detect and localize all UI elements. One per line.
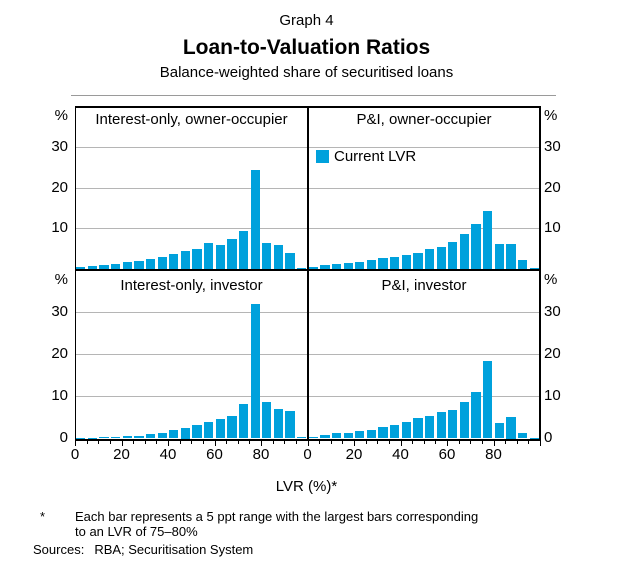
footnote-text-line2: to an LVR of 75–80%: [75, 524, 198, 539]
x-axis-tick-label: 40: [392, 446, 409, 463]
x-axis-tick: [447, 441, 448, 446]
x-axis-tick: [528, 441, 529, 445]
bar: [204, 243, 213, 269]
x-axis-tick: [203, 441, 204, 445]
x-axis-tick-label: 80: [252, 446, 270, 463]
plot-frame-left-axis: [75, 106, 77, 440]
x-axis-tick: [249, 441, 250, 445]
footnote-text-line1: Each bar represents a 5 ppt range with the largest bars corresponding: [75, 509, 479, 524]
bar: [227, 416, 236, 439]
bar: [483, 211, 492, 269]
sources-text: RBA; Securitisation System: [94, 542, 254, 557]
x-axis-tick: [180, 441, 181, 445]
x-axis-tick: [540, 441, 541, 446]
bar: [216, 245, 225, 269]
x-axis-tick: [87, 441, 88, 445]
bar: [192, 249, 201, 269]
bar: [471, 392, 480, 439]
bar: [460, 402, 469, 438]
panel-title-interest-only-investor: Interest-only, investor: [120, 277, 263, 294]
bar: [285, 253, 294, 269]
x-axis-tick: [412, 441, 413, 445]
x-axis-tick: [98, 441, 99, 445]
sources-row: [33, 542, 253, 557]
y-axis-tick-label: 30: [544, 303, 561, 321]
x-axis-tick: [238, 441, 239, 445]
x-axis-tick: [191, 441, 192, 445]
bar: [192, 425, 201, 438]
x-axis-tick: [401, 441, 402, 446]
y-axis-tick-label: 10: [51, 387, 68, 405]
y-axis-tick-label: 10: [544, 219, 561, 237]
bar: [262, 243, 271, 269]
bar: [285, 411, 294, 438]
x-axis-tick: [494, 441, 495, 446]
bar: [181, 251, 190, 269]
x-axis-tick: [296, 441, 297, 445]
legend-label: Current LVR: [334, 148, 417, 165]
panel-title-interest-only-owner-occupier: Interest-only, owner-occupier: [95, 111, 288, 128]
x-axis-tick: [354, 441, 355, 446]
bar: [227, 239, 236, 269]
bar: [239, 231, 248, 269]
bar: [262, 402, 271, 438]
x-axis-tick: [261, 441, 262, 446]
x-axis-tick: [389, 441, 390, 445]
x-axis-tick: [308, 441, 309, 446]
bar: [495, 423, 504, 438]
x-axis-tick-label: 60: [206, 446, 223, 463]
x-axis-tick: [505, 441, 506, 445]
x-axis-tick: [215, 441, 216, 446]
y-axis-tick-label: 20: [51, 178, 68, 196]
y-axis-percent-label: %: [544, 271, 558, 288]
bar: [390, 257, 399, 269]
x-axis-tick: [319, 441, 320, 445]
x-axis-tick-label: 40: [159, 446, 177, 463]
y-axis-tick-label: 20: [51, 345, 68, 363]
bar: [448, 410, 457, 439]
bar: [402, 255, 411, 269]
bar: [471, 224, 480, 269]
top-row-baseline: [75, 269, 541, 271]
bar: [437, 247, 446, 269]
bar: [378, 427, 387, 438]
gridline-20: [308, 188, 541, 189]
bar: [169, 254, 178, 269]
x-axis-tick-label: 0: [70, 446, 80, 463]
bar: [390, 425, 399, 439]
y-axis-tick-label: 30: [51, 303, 68, 321]
x-axis-tick: [482, 441, 483, 445]
bar: [239, 404, 248, 438]
bar: [460, 234, 469, 269]
x-axis-tick: [435, 441, 436, 445]
gridline-10: [75, 396, 308, 397]
bar: [378, 258, 387, 269]
gridline-30: [308, 312, 541, 313]
gridline-30: [75, 312, 308, 313]
bar: [355, 431, 364, 438]
x-axis-tick: [377, 441, 378, 445]
x-axis-baseline: [75, 439, 541, 441]
gridline-10: [308, 228, 541, 229]
x-axis-tick: [424, 441, 425, 445]
bar: [204, 422, 213, 439]
x-axis-tick-label: 20: [345, 446, 363, 463]
sources-label: Sources:: [33, 542, 85, 557]
bar: [169, 430, 178, 438]
bar: [402, 422, 411, 438]
gridline-10: [75, 228, 308, 229]
bar: [413, 418, 422, 438]
y-axis-tick-label: 10: [51, 219, 68, 237]
title-rule: [71, 95, 556, 96]
chart-subtitle: Balance-weighted share of securitised loans: [159, 64, 454, 81]
chart-title: Loan-to-Valuation Ratios: [182, 36, 431, 59]
bar: [274, 409, 283, 439]
panel-divider: [307, 106, 309, 440]
bar: [437, 412, 446, 439]
x-axis-tick: [156, 441, 157, 445]
x-axis-tick: [133, 441, 134, 445]
y-axis-percent-label: %: [54, 271, 68, 288]
gridline-20: [75, 188, 308, 189]
bar: [495, 244, 504, 269]
bar: [251, 304, 260, 439]
y-axis-zero-label: 0: [544, 428, 553, 446]
panel-title-pi-owner-occupier: P&I, owner-occupier: [356, 111, 492, 128]
footnote-marker: *: [40, 509, 46, 524]
x-axis-tick: [342, 441, 343, 445]
bar: [425, 249, 434, 269]
x-axis-tick: [331, 441, 332, 445]
bar: [506, 417, 515, 438]
legend-swatch-icon: [316, 150, 329, 163]
panel-title-pi-investor: P&I, investor: [381, 277, 467, 294]
graph-number: Graph 4: [279, 12, 334, 29]
gridline-20: [308, 354, 541, 355]
bar: [158, 257, 167, 269]
y-axis-tick-label: 30: [544, 137, 561, 155]
plot-frame-right-axis: [539, 106, 541, 440]
bar: [216, 419, 225, 439]
bar: [251, 170, 260, 269]
x-axis-tick-label: 60: [438, 446, 456, 463]
y-axis-tick-label: 20: [544, 345, 561, 363]
bar: [506, 244, 515, 269]
bar: [483, 361, 492, 438]
x-axis-tick: [470, 441, 471, 445]
x-axis-tick-label: 0: [303, 446, 312, 463]
x-axis-title: LVR (%)*: [275, 478, 338, 495]
bar: [181, 428, 190, 439]
x-axis-tick: [517, 441, 518, 445]
x-axis-tick-label: 20: [113, 446, 130, 463]
x-axis-tick: [366, 441, 367, 445]
y-axis-zero-label: 0: [59, 428, 68, 446]
x-axis-tick: [145, 441, 146, 445]
y-axis-percent-label: %: [544, 107, 558, 124]
x-axis-tick: [284, 441, 285, 445]
x-axis-tick: [273, 441, 274, 445]
gridline-30: [75, 147, 308, 148]
x-axis-tick: [110, 441, 111, 445]
bar: [425, 416, 434, 438]
y-axis-percent-label: %: [54, 107, 68, 124]
bar: [274, 245, 283, 269]
x-axis-tick: [168, 441, 169, 446]
x-axis-tick: [122, 441, 123, 446]
x-axis-tick: [75, 441, 76, 446]
y-axis-tick-label: 20: [544, 178, 561, 196]
y-axis-tick-label: 30: [51, 137, 68, 155]
bar: [448, 242, 457, 269]
bar: [146, 259, 155, 269]
bar: [367, 430, 376, 439]
gridline-10: [308, 396, 541, 397]
legend: [316, 148, 416, 165]
y-axis-tick-label: 10: [544, 387, 561, 405]
x-axis-tick: [226, 441, 227, 445]
bar: [413, 253, 422, 269]
gridline-20: [75, 354, 308, 355]
x-axis-tick: [459, 441, 460, 445]
x-axis-tick-label: 80: [485, 446, 502, 463]
